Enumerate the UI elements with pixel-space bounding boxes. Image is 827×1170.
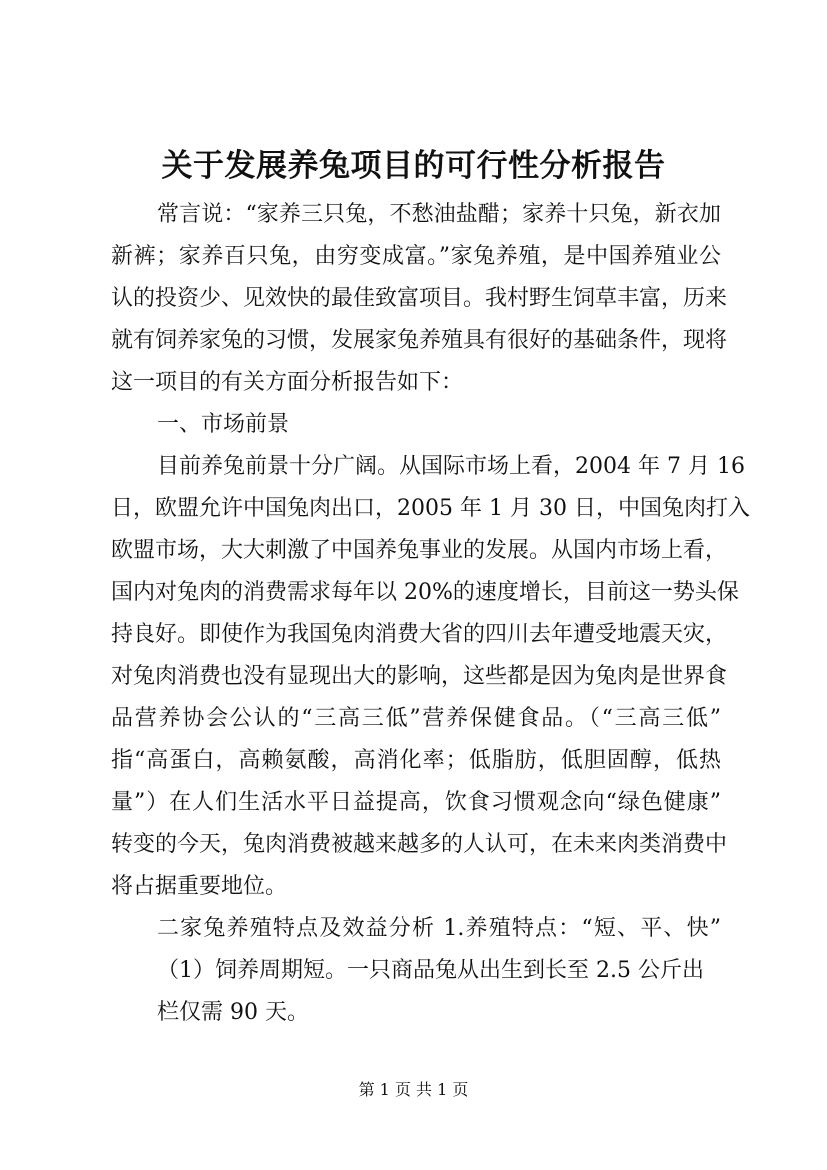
paragraph-line: 指“高蛋白，高赖氨酸，高消化率；低脂肪，低胆固醇，低热 [111, 748, 721, 773]
paragraph-line: 欧盟市场，大大刺激了中国养兔事业的发展。从国内市场上看， [111, 538, 728, 563]
paragraph-line: 认的投资少、见效快的最佳致富项目。我村野生饲草丰富，历来 [111, 286, 728, 311]
paragraph-line: 新裤；家养百只兔，由穷变成富。”家兔养殖，是中国养殖业公 [111, 244, 721, 269]
section-heading: 二家兔养殖特点及效益分析 1.养殖特点：“短、平、快” [157, 916, 721, 941]
paragraph-line: 国内对兔肉的消费需求每年以 20%的速度增长，目前这一势头保 [111, 580, 739, 605]
paragraph-line: 就有饲养家兔的习惯，发展家兔养殖具有很好的基础条件，现将 [111, 328, 728, 353]
paragraph-line: 常言说：“家养三只兔，不愁油盐醋；家养十只兔，新衣加 [157, 202, 721, 227]
section-heading: 一、市场前景 [157, 412, 290, 437]
paragraph-line: 品营养协会公认的“三高三低”营养保健食品。（“三高三低” [111, 706, 721, 731]
paragraph-line: 量”）在人们生活水平日益提高，饮食习惯观念向“绿色健康” [111, 790, 721, 815]
paragraph-line: 持良好。即使作为我国兔肉消费大省的四川去年遭受地震天灾， [111, 622, 728, 647]
paragraph-line: （1）饲养周期短。一只商品兔从出生到长至 2.5 公斤出 [157, 958, 704, 983]
paragraph-line: 日，欧盟允许中国兔肉出口，2005 年 1 月 30 日，中国兔肉打入 [111, 496, 750, 521]
paragraph-line: 将占据重要地位。 [111, 874, 288, 899]
paragraph-line: 这一项目的有关方面分析报告如下： [111, 370, 464, 395]
paragraph-line: 转变的今天，兔肉消费被越来越多的人认可，在未来肉类消费中 [111, 832, 728, 857]
page-footer: 第 1 页 共 1 页 [358, 1080, 469, 1099]
paragraph-line: 目前养兔前景十分广阔。从国际市场上看，2004 年 7 月 16 [157, 454, 745, 479]
paragraph-line: 对兔肉消费也没有显现出大的影响，这些都是因为兔肉是世界食 [111, 664, 728, 689]
page-title: 关于发展养兔项目的可行性分析报告 [161, 148, 666, 184]
paragraph-line: 栏仅需 90 天。 [157, 1000, 309, 1025]
